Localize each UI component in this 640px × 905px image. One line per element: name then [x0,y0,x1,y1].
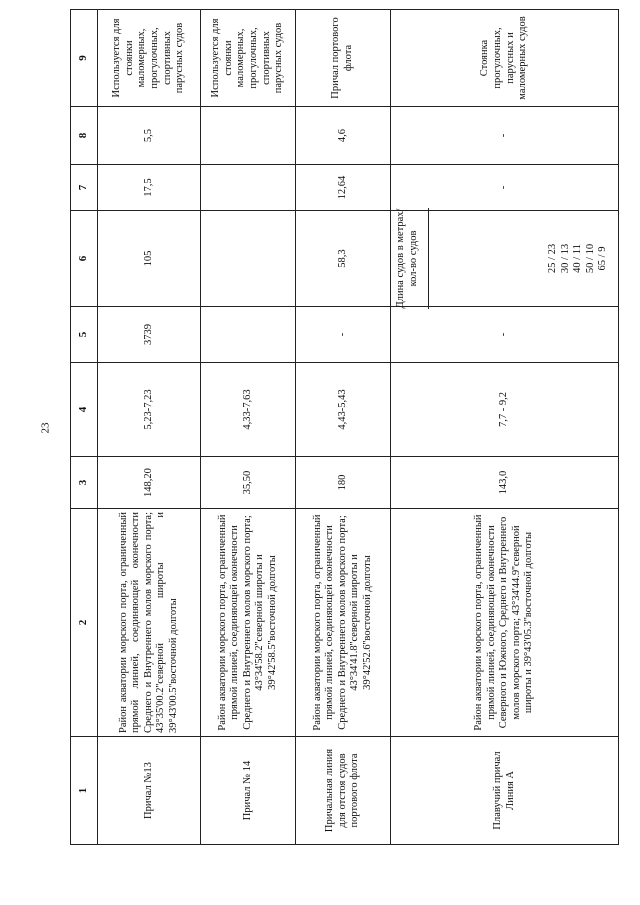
berth-name: Причальная линия для отстоя судов портового флота [296,737,391,845]
berth-length: 148,20 [98,457,201,509]
berth-col7: 12,64 [296,165,391,211]
berth-col7: - [391,165,619,211]
header-cell: 7 [71,165,98,211]
berth-col8: - [391,107,619,165]
berth-name: Плавучий причал Линия А [391,737,619,845]
vessel-length-list [541,211,618,306]
table-row [98,10,201,845]
berth-description: Район акватории морского порта, ограниченный прямой линией, соединяющей оконечности Среднего и Внутреннего молов морского порта; 43°35'00.2''северной широты и 39°43'00.5''восточной долготы [98,509,201,737]
table-row [296,10,391,845]
berth-description: Район акватории морского порта, ограниченный прямой линией, соединяющей оконечности Среднего и Внутреннего молов морского порта; 43°34'41.8''северной широты и 39°42'52.6''восточной долготы [296,509,391,737]
berth-col6: 105 [98,211,201,307]
berth-col8: 4,6 [296,107,391,165]
header-cell: 6 [71,211,98,307]
header-cell: 1 [71,737,98,845]
table-row [391,10,619,845]
berth-col7 [201,165,296,211]
berth-col8 [201,107,296,165]
berth-depth: 4,33-7,63 [201,363,296,457]
berth-col8: 5,5 [98,107,201,165]
berth-col5: - [391,307,619,363]
berth-name: Причал №13 [98,737,201,845]
list-item: 65 / 9 [597,246,609,271]
berth-depth: 4,43-5,43 [296,363,391,457]
rotated-table-container [70,10,615,845]
berth-col5 [201,307,296,363]
vessel-length-header: Длина судов в метрах/кол-во судов [391,208,429,309]
berth-depth: 7,7 - 9,2 [391,363,619,457]
berth-description: Район акватории морского порта, ограниченный прямой линией, соединяющей оконечности Северного и Южного, Среднего и Внутреннего молов морского порта; 43°34'44.9''северной широты и 39°43'05.3''восточной долготы [391,509,619,737]
berth-purpose: Используется для стоянки маломерных, прогулочных, спортивных парусных судов [98,10,201,107]
berth-col5: - [296,307,391,363]
list-item: 25 / 23 [547,243,559,274]
header-cell: 5 [71,307,98,363]
berth-purpose: Стоянка прогулочных, парусных и маломерных судов [391,10,619,107]
berth-length: 143,0 [391,457,619,509]
berth-purpose: Используется для стоянки маломерных, прогулочных, спортивных парусных судов [201,10,296,107]
berth-col6: 58,3 [296,211,391,307]
berth-col6 [201,211,296,307]
header-cell: 8 [71,107,98,165]
berth-length: 35,50 [201,457,296,509]
berth-col7: 17,5 [98,165,201,211]
page-number: 23 [39,422,52,434]
berth-table [70,9,619,845]
header-cell: 3 [71,457,98,509]
berth-description: Район акватории морского порта, ограниченный прямой линией, соединяющей оконечности Среднего и Внутреннего молов морского порта; 43°34'58.2''северной широты и 39°42'58.5''восточной долготы [201,509,296,737]
header-cell: 9 [71,10,98,107]
berth-name: Причал № 14 [201,737,296,845]
vessel-length-cell [391,208,619,309]
berth-purpose: Причал портового флота [296,10,391,107]
table-row [201,10,296,845]
berth-depth: 5,23-7,23 [98,363,201,457]
header-cell: 2 [71,509,98,737]
berth-length: 180 [296,457,391,509]
list-item: 40 / 11 [572,244,584,273]
list-item: 30 / 13 [559,243,571,274]
berth-col5: 3739 [98,307,201,363]
list-item: 50 / 10 [584,243,596,274]
header-cell: 4 [71,363,98,457]
table-header-row [71,10,98,845]
